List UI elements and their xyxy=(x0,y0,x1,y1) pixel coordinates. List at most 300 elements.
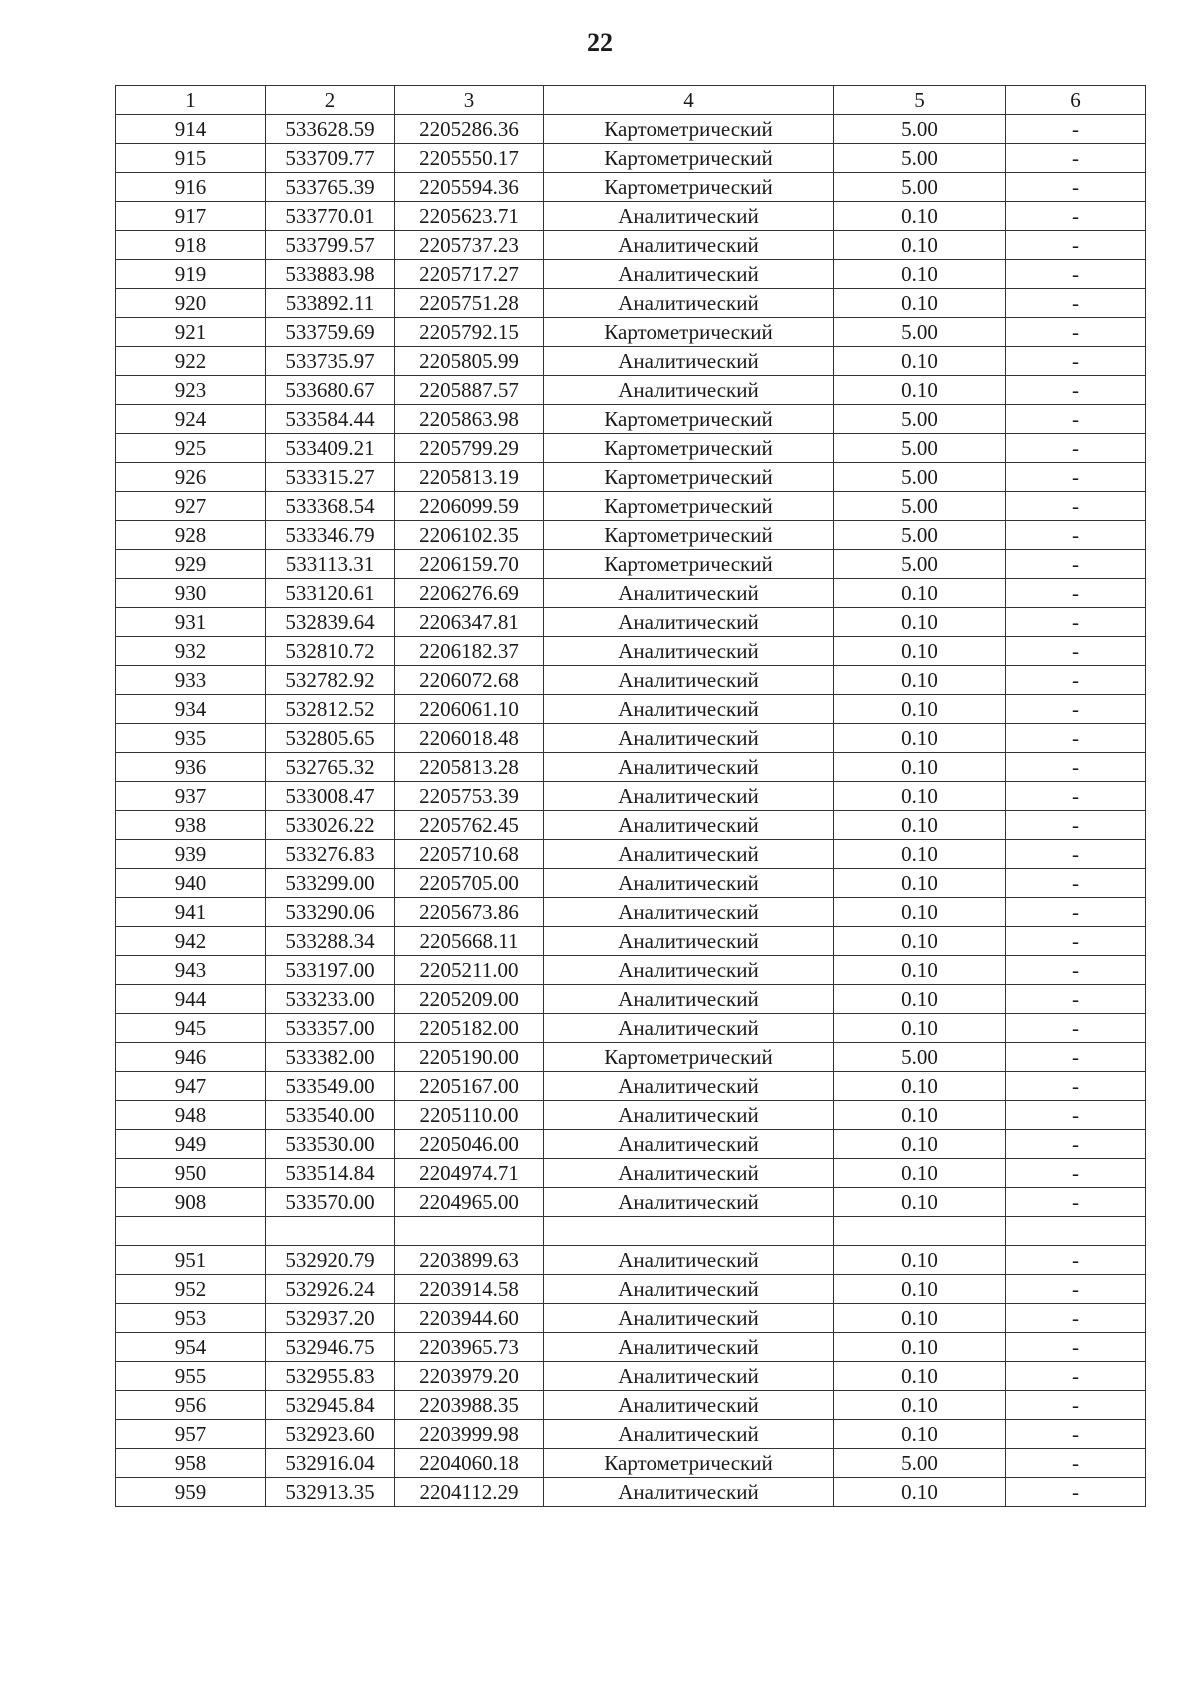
point-number-cell: 957 xyxy=(116,1420,266,1449)
table-row xyxy=(116,492,1146,521)
y-coordinate-cell xyxy=(395,1217,544,1246)
y-coordinate-cell: 2205805.99 xyxy=(395,347,544,376)
point-number-cell: 922 xyxy=(116,347,266,376)
table-row xyxy=(116,144,1146,173)
x-coordinate-cell: 532913.35 xyxy=(266,1478,395,1507)
y-coordinate-cell: 2203988.35 xyxy=(395,1391,544,1420)
y-coordinate-cell: 2205110.00 xyxy=(395,1101,544,1130)
table-row xyxy=(116,1246,1146,1275)
y-coordinate-cell: 2203944.60 xyxy=(395,1304,544,1333)
method-cell: Аналитический xyxy=(544,1101,834,1130)
method-cell: Аналитический xyxy=(544,1275,834,1304)
method-cell: Аналитический xyxy=(544,811,834,840)
table-row xyxy=(116,405,1146,434)
accuracy-cell: 0.10 xyxy=(834,1014,1006,1043)
y-coordinate-cell: 2204965.00 xyxy=(395,1188,544,1217)
x-coordinate-cell: 533008.47 xyxy=(266,782,395,811)
note-cell: - xyxy=(1006,1391,1146,1420)
table-row xyxy=(116,724,1146,753)
method-cell: Аналитический xyxy=(544,1130,834,1159)
table-row xyxy=(116,1130,1146,1159)
point-number-cell: 929 xyxy=(116,550,266,579)
method-cell: Аналитический xyxy=(544,1333,834,1362)
method-cell: Аналитический xyxy=(544,376,834,405)
point-number-cell: 933 xyxy=(116,666,266,695)
y-coordinate-cell: 2206102.35 xyxy=(395,521,544,550)
note-cell: - xyxy=(1006,115,1146,144)
method-cell: Аналитический xyxy=(544,231,834,260)
method-cell: Картометрический xyxy=(544,1449,834,1478)
note-cell: - xyxy=(1006,1101,1146,1130)
point-number-cell: 917 xyxy=(116,202,266,231)
table-row xyxy=(116,1101,1146,1130)
coordinates-table xyxy=(115,85,1146,1507)
table-row xyxy=(116,1043,1146,1072)
note-cell: - xyxy=(1006,202,1146,231)
point-number-cell: 927 xyxy=(116,492,266,521)
point-number-cell: 945 xyxy=(116,1014,266,1043)
table-row xyxy=(116,550,1146,579)
y-coordinate-cell: 2205550.17 xyxy=(395,144,544,173)
point-number-cell: 920 xyxy=(116,289,266,318)
x-coordinate-cell: 532920.79 xyxy=(266,1246,395,1275)
point-number-cell: 953 xyxy=(116,1304,266,1333)
accuracy-cell: 0.10 xyxy=(834,898,1006,927)
table-row xyxy=(116,260,1146,289)
table-row xyxy=(116,318,1146,347)
point-number-cell: 939 xyxy=(116,840,266,869)
point-number-cell: 926 xyxy=(116,463,266,492)
x-coordinate-cell: 533584.44 xyxy=(266,405,395,434)
accuracy-cell: 0.10 xyxy=(834,1391,1006,1420)
note-cell: - xyxy=(1006,521,1146,550)
table-row xyxy=(116,463,1146,492)
method-cell: Аналитический xyxy=(544,869,834,898)
y-coordinate-cell: 2205717.27 xyxy=(395,260,544,289)
x-coordinate-cell: 533409.21 xyxy=(266,434,395,463)
y-coordinate-cell: 2206061.10 xyxy=(395,695,544,724)
y-coordinate-cell: 2205705.00 xyxy=(395,869,544,898)
x-coordinate-cell: 533709.77 xyxy=(266,144,395,173)
table-row xyxy=(116,434,1146,463)
column-header: 6 xyxy=(1006,86,1146,115)
point-number-cell: 918 xyxy=(116,231,266,260)
table-row xyxy=(116,1188,1146,1217)
accuracy-cell: 0.10 xyxy=(834,927,1006,956)
method-cell: Аналитический xyxy=(544,985,834,1014)
y-coordinate-cell: 2205594.36 xyxy=(395,173,544,202)
table-row xyxy=(116,347,1146,376)
x-coordinate-cell: 533540.00 xyxy=(266,1101,395,1130)
table-body xyxy=(116,115,1146,1507)
table-row xyxy=(116,1275,1146,1304)
y-coordinate-cell: 2206182.37 xyxy=(395,637,544,666)
point-number-cell: 915 xyxy=(116,144,266,173)
method-cell: Аналитический xyxy=(544,927,834,956)
point-number-cell: 925 xyxy=(116,434,266,463)
accuracy-cell: 0.10 xyxy=(834,608,1006,637)
method-cell: Картометрический xyxy=(544,463,834,492)
x-coordinate-cell: 533759.69 xyxy=(266,318,395,347)
note-cell: - xyxy=(1006,1362,1146,1391)
x-coordinate-cell: 532945.84 xyxy=(266,1391,395,1420)
method-cell: Аналитический xyxy=(544,1188,834,1217)
accuracy-cell: 0.10 xyxy=(834,840,1006,869)
point-number-cell: 942 xyxy=(116,927,266,956)
method-cell: Картометрический xyxy=(544,1043,834,1072)
table-row xyxy=(116,927,1146,956)
y-coordinate-cell: 2203899.63 xyxy=(395,1246,544,1275)
table-row xyxy=(116,637,1146,666)
accuracy-cell: 0.10 xyxy=(834,579,1006,608)
point-number-cell: 908 xyxy=(116,1188,266,1217)
point-number-cell: 923 xyxy=(116,376,266,405)
x-coordinate-cell: 533799.57 xyxy=(266,231,395,260)
column-header: 1 xyxy=(116,86,266,115)
accuracy-cell: 0.10 xyxy=(834,1304,1006,1333)
point-number-cell: 921 xyxy=(116,318,266,347)
x-coordinate-cell: 532812.52 xyxy=(266,695,395,724)
x-coordinate-cell: 532805.65 xyxy=(266,724,395,753)
table-row xyxy=(116,666,1146,695)
table-row xyxy=(116,782,1146,811)
accuracy-cell: 0.10 xyxy=(834,231,1006,260)
x-coordinate-cell: 533276.83 xyxy=(266,840,395,869)
point-number-cell: 958 xyxy=(116,1449,266,1478)
accuracy-cell: 0.10 xyxy=(834,1420,1006,1449)
point-number-cell: 938 xyxy=(116,811,266,840)
note-cell: - xyxy=(1006,231,1146,260)
table-row xyxy=(116,1014,1146,1043)
point-number-cell: 943 xyxy=(116,956,266,985)
note-cell: - xyxy=(1006,1246,1146,1275)
note-cell: - xyxy=(1006,260,1146,289)
x-coordinate-cell: 533026.22 xyxy=(266,811,395,840)
method-cell: Картометрический xyxy=(544,318,834,347)
accuracy-cell: 0.10 xyxy=(834,695,1006,724)
table-row xyxy=(116,521,1146,550)
y-coordinate-cell: 2206072.68 xyxy=(395,666,544,695)
note-cell: - xyxy=(1006,434,1146,463)
method-cell: Аналитический xyxy=(544,1072,834,1101)
y-coordinate-cell: 2205710.68 xyxy=(395,840,544,869)
point-number-cell: 916 xyxy=(116,173,266,202)
note-cell: - xyxy=(1006,608,1146,637)
point-number-cell: 919 xyxy=(116,260,266,289)
method-cell: Картометрический xyxy=(544,521,834,550)
note-cell: - xyxy=(1006,869,1146,898)
note-cell: - xyxy=(1006,811,1146,840)
x-coordinate-cell: 532955.83 xyxy=(266,1362,395,1391)
note-cell: - xyxy=(1006,1449,1146,1478)
note-cell: - xyxy=(1006,405,1146,434)
y-coordinate-cell: 2206099.59 xyxy=(395,492,544,521)
note-cell: - xyxy=(1006,318,1146,347)
point-number-cell: 959 xyxy=(116,1478,266,1507)
note-cell: - xyxy=(1006,753,1146,782)
table-row xyxy=(116,1333,1146,1362)
column-header: 2 xyxy=(266,86,395,115)
method-cell: Аналитический xyxy=(544,1159,834,1188)
table-row xyxy=(116,1478,1146,1507)
y-coordinate-cell: 2205209.00 xyxy=(395,985,544,1014)
method-cell: Аналитический xyxy=(544,1478,834,1507)
table-row xyxy=(116,811,1146,840)
note-cell xyxy=(1006,1217,1146,1246)
method-cell: Аналитический xyxy=(544,753,834,782)
y-coordinate-cell: 2205673.86 xyxy=(395,898,544,927)
table-row xyxy=(116,289,1146,318)
x-coordinate-cell: 533530.00 xyxy=(266,1130,395,1159)
accuracy-cell: 5.00 xyxy=(834,1449,1006,1478)
x-coordinate-cell: 533288.34 xyxy=(266,927,395,956)
table-row xyxy=(116,1072,1146,1101)
table-row xyxy=(116,376,1146,405)
table-row xyxy=(116,608,1146,637)
y-coordinate-cell: 2205623.71 xyxy=(395,202,544,231)
y-coordinate-cell: 2205190.00 xyxy=(395,1043,544,1072)
point-number-cell: 931 xyxy=(116,608,266,637)
x-coordinate-cell: 532937.20 xyxy=(266,1304,395,1333)
x-coordinate-cell: 533549.00 xyxy=(266,1072,395,1101)
note-cell: - xyxy=(1006,144,1146,173)
note-cell: - xyxy=(1006,550,1146,579)
note-cell: - xyxy=(1006,927,1146,956)
method-cell: Аналитический xyxy=(544,1391,834,1420)
x-coordinate-cell: 533382.00 xyxy=(266,1043,395,1072)
y-coordinate-cell: 2205762.45 xyxy=(395,811,544,840)
x-coordinate-cell: 533120.61 xyxy=(266,579,395,608)
y-coordinate-cell: 2203999.98 xyxy=(395,1420,544,1449)
y-coordinate-cell: 2206347.81 xyxy=(395,608,544,637)
method-cell: Аналитический xyxy=(544,289,834,318)
accuracy-cell: 0.10 xyxy=(834,956,1006,985)
accuracy-cell: 0.10 xyxy=(834,260,1006,289)
method-cell: Аналитический xyxy=(544,637,834,666)
note-cell: - xyxy=(1006,637,1146,666)
point-number-cell: 935 xyxy=(116,724,266,753)
point-number-cell: 934 xyxy=(116,695,266,724)
table-row xyxy=(116,115,1146,144)
note-cell: - xyxy=(1006,840,1146,869)
table-row xyxy=(116,956,1146,985)
x-coordinate-cell: 533883.98 xyxy=(266,260,395,289)
x-coordinate-cell: 533765.39 xyxy=(266,173,395,202)
accuracy-cell: 0.10 xyxy=(834,1101,1006,1130)
point-number-cell: 956 xyxy=(116,1391,266,1420)
method-cell: Аналитический xyxy=(544,1304,834,1333)
method-cell: Аналитический xyxy=(544,840,834,869)
accuracy-cell: 5.00 xyxy=(834,434,1006,463)
y-coordinate-cell: 2206276.69 xyxy=(395,579,544,608)
table-row xyxy=(116,753,1146,782)
point-number-cell: 947 xyxy=(116,1072,266,1101)
y-coordinate-cell: 2205737.23 xyxy=(395,231,544,260)
accuracy-cell: 0.10 xyxy=(834,811,1006,840)
y-coordinate-cell: 2205863.98 xyxy=(395,405,544,434)
method-cell: Аналитический xyxy=(544,1420,834,1449)
note-cell: - xyxy=(1006,956,1146,985)
note-cell: - xyxy=(1006,1072,1146,1101)
accuracy-cell: 0.10 xyxy=(834,637,1006,666)
table-row xyxy=(116,173,1146,202)
point-number-cell: 940 xyxy=(116,869,266,898)
accuracy-cell: 0.10 xyxy=(834,985,1006,1014)
x-coordinate-cell: 533680.67 xyxy=(266,376,395,405)
table-row xyxy=(116,695,1146,724)
y-coordinate-cell: 2205813.28 xyxy=(395,753,544,782)
y-coordinate-cell: 2205286.36 xyxy=(395,115,544,144)
accuracy-cell: 0.10 xyxy=(834,1188,1006,1217)
y-coordinate-cell: 2205167.00 xyxy=(395,1072,544,1101)
point-number-cell: 950 xyxy=(116,1159,266,1188)
x-coordinate-cell: 532926.24 xyxy=(266,1275,395,1304)
note-cell: - xyxy=(1006,579,1146,608)
note-cell: - xyxy=(1006,1478,1146,1507)
x-coordinate-cell: 532810.72 xyxy=(266,637,395,666)
method-cell: Аналитический xyxy=(544,956,834,985)
method-cell: Аналитический xyxy=(544,260,834,289)
note-cell: - xyxy=(1006,1188,1146,1217)
accuracy-cell: 0.10 xyxy=(834,1275,1006,1304)
x-coordinate-cell: 533628.59 xyxy=(266,115,395,144)
x-coordinate-cell: 533113.31 xyxy=(266,550,395,579)
point-number-cell: 924 xyxy=(116,405,266,434)
table-row xyxy=(116,1159,1146,1188)
accuracy-cell: 5.00 xyxy=(834,550,1006,579)
note-cell: - xyxy=(1006,666,1146,695)
accuracy-cell: 0.10 xyxy=(834,1478,1006,1507)
point-number-cell: 937 xyxy=(116,782,266,811)
table-header-row xyxy=(116,86,1146,115)
accuracy-cell: 0.10 xyxy=(834,666,1006,695)
y-coordinate-cell: 2205751.28 xyxy=(395,289,544,318)
x-coordinate-cell: 532765.32 xyxy=(266,753,395,782)
accuracy-cell: 0.10 xyxy=(834,376,1006,405)
accuracy-cell: 5.00 xyxy=(834,115,1006,144)
note-cell: - xyxy=(1006,347,1146,376)
table-row xyxy=(116,231,1146,260)
table-row xyxy=(116,579,1146,608)
y-coordinate-cell: 2203979.20 xyxy=(395,1362,544,1391)
table-row xyxy=(116,869,1146,898)
y-coordinate-cell: 2205799.29 xyxy=(395,434,544,463)
method-cell: Аналитический xyxy=(544,724,834,753)
method-cell: Аналитический xyxy=(544,608,834,637)
method-cell: Аналитический xyxy=(544,782,834,811)
method-cell: Аналитический xyxy=(544,666,834,695)
note-cell: - xyxy=(1006,985,1146,1014)
method-cell: Аналитический xyxy=(544,1014,834,1043)
accuracy-cell: 0.10 xyxy=(834,289,1006,318)
note-cell: - xyxy=(1006,1333,1146,1362)
x-coordinate-cell xyxy=(266,1217,395,1246)
accuracy-cell: 5.00 xyxy=(834,144,1006,173)
note-cell: - xyxy=(1006,1014,1146,1043)
note-cell: - xyxy=(1006,492,1146,521)
y-coordinate-cell: 2205182.00 xyxy=(395,1014,544,1043)
x-coordinate-cell: 533357.00 xyxy=(266,1014,395,1043)
point-number-cell xyxy=(116,1217,266,1246)
point-number-cell: 949 xyxy=(116,1130,266,1159)
table-row xyxy=(116,1362,1146,1391)
note-cell: - xyxy=(1006,173,1146,202)
y-coordinate-cell: 2205887.57 xyxy=(395,376,544,405)
x-coordinate-cell: 533770.01 xyxy=(266,202,395,231)
accuracy-cell: 0.10 xyxy=(834,1072,1006,1101)
table-row xyxy=(116,840,1146,869)
accuracy-cell: 5.00 xyxy=(834,173,1006,202)
note-cell: - xyxy=(1006,1275,1146,1304)
point-number-cell: 914 xyxy=(116,115,266,144)
method-cell: Аналитический xyxy=(544,898,834,927)
method-cell: Картометрический xyxy=(544,405,834,434)
note-cell: - xyxy=(1006,782,1146,811)
y-coordinate-cell: 2203965.73 xyxy=(395,1333,544,1362)
note-cell: - xyxy=(1006,1130,1146,1159)
accuracy-cell: 0.10 xyxy=(834,1333,1006,1362)
note-cell: - xyxy=(1006,463,1146,492)
accuracy-cell: 0.10 xyxy=(834,1130,1006,1159)
page-number: 22 xyxy=(587,28,613,57)
accuracy-cell: 5.00 xyxy=(834,521,1006,550)
x-coordinate-cell: 532923.60 xyxy=(266,1420,395,1449)
column-header: 4 xyxy=(544,86,834,115)
accuracy-cell: 5.00 xyxy=(834,405,1006,434)
method-cell: Картометрический xyxy=(544,550,834,579)
point-number-cell: 930 xyxy=(116,579,266,608)
x-coordinate-cell: 533892.11 xyxy=(266,289,395,318)
note-cell: - xyxy=(1006,695,1146,724)
point-number-cell: 951 xyxy=(116,1246,266,1275)
accuracy-cell: 0.10 xyxy=(834,1246,1006,1275)
y-coordinate-cell: 2206018.48 xyxy=(395,724,544,753)
x-coordinate-cell: 533514.84 xyxy=(266,1159,395,1188)
point-number-cell: 948 xyxy=(116,1101,266,1130)
y-coordinate-cell: 2206159.70 xyxy=(395,550,544,579)
note-cell: - xyxy=(1006,1420,1146,1449)
table-row xyxy=(116,1449,1146,1478)
x-coordinate-cell: 532916.04 xyxy=(266,1449,395,1478)
accuracy-cell: 0.10 xyxy=(834,202,1006,231)
x-coordinate-cell: 533197.00 xyxy=(266,956,395,985)
x-coordinate-cell: 533315.27 xyxy=(266,463,395,492)
note-cell: - xyxy=(1006,1304,1146,1333)
method-cell: Картометрический xyxy=(544,173,834,202)
column-header: 5 xyxy=(834,86,1006,115)
x-coordinate-cell: 533368.54 xyxy=(266,492,395,521)
method-cell: Аналитический xyxy=(544,579,834,608)
x-coordinate-cell: 532946.75 xyxy=(266,1333,395,1362)
x-coordinate-cell: 533346.79 xyxy=(266,521,395,550)
point-number-cell: 932 xyxy=(116,637,266,666)
point-number-cell: 936 xyxy=(116,753,266,782)
y-coordinate-cell: 2205046.00 xyxy=(395,1130,544,1159)
y-coordinate-cell: 2203914.58 xyxy=(395,1275,544,1304)
method-cell xyxy=(544,1217,834,1246)
method-cell: Картометрический xyxy=(544,115,834,144)
point-number-cell: 955 xyxy=(116,1362,266,1391)
table-row xyxy=(116,985,1146,1014)
point-number-cell: 946 xyxy=(116,1043,266,1072)
point-number-cell: 954 xyxy=(116,1333,266,1362)
note-cell: - xyxy=(1006,1043,1146,1072)
accuracy-cell: 0.10 xyxy=(834,347,1006,376)
note-cell: - xyxy=(1006,1159,1146,1188)
accuracy-cell: 0.10 xyxy=(834,869,1006,898)
y-coordinate-cell: 2205753.39 xyxy=(395,782,544,811)
accuracy-cell: 0.10 xyxy=(834,724,1006,753)
